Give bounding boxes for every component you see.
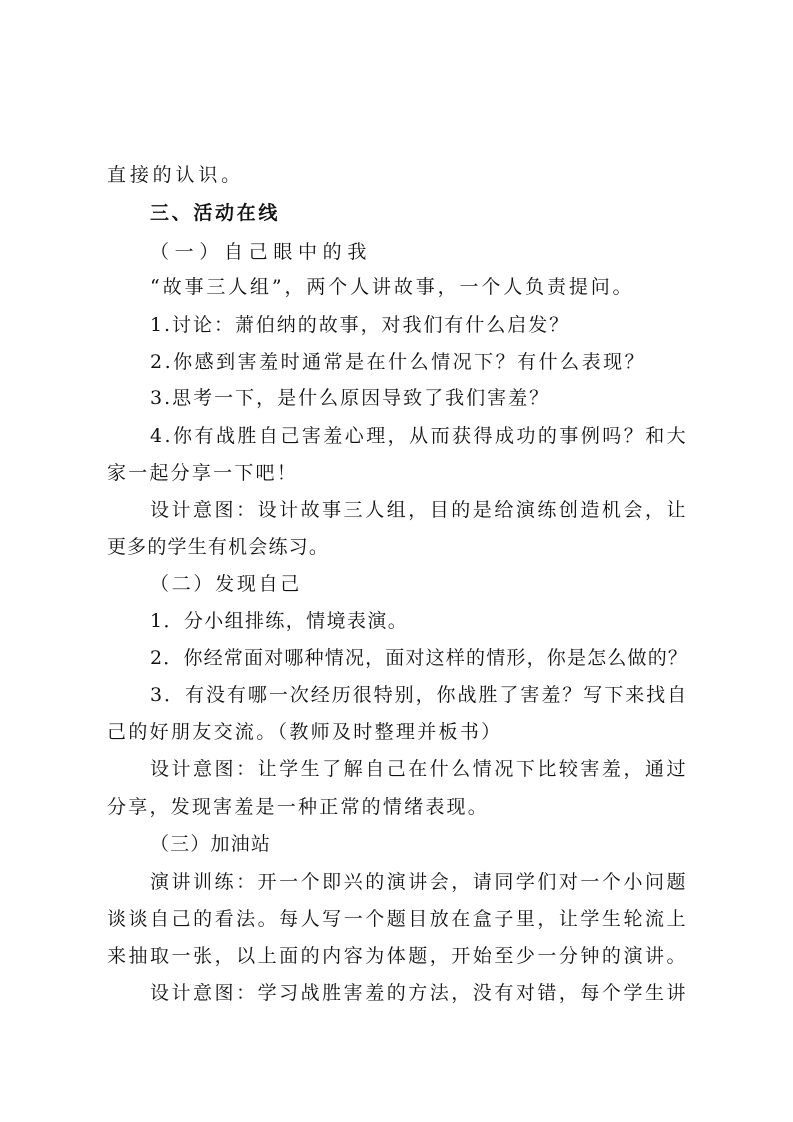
text-line: “故事三人组”，两个人讲故事，一个人负责提问。 [150,276,635,298]
list-item: 4.你有战胜自己害羞心理，从而获得成功的事例吗？和大 [150,425,689,447]
text-line: 分享，发现害羞是一种正常的情绪表现。 [107,796,490,818]
list-item: 1.讨论：萧伯纳的故事，对我们有什么启发？ [150,314,571,336]
list-item: 2．你经常面对哪种情况，面对这样的情形，你是怎么做的？ [150,647,689,669]
text-line: 谈谈自己的看法。每人写一个题目放在盒子里，让学生轮流上 [107,908,689,930]
text-line: 直接的认识。 [107,164,245,186]
list-item: 3.思考一下，是什么原因导致了我们害羞？ [150,387,551,409]
text-line: 更多的学生有机会练习。 [107,536,330,558]
text-line: 来抽取一张，以上面的内容为体题，开始至少一分钟的演讲。 [107,945,689,967]
text-line: 设计意图：学习战胜害羞的方法，没有对错，每个学生讲 [150,982,689,1004]
list-item: 2.你感到害羞时通常是在什么情况下？有什么表现？ [150,351,647,373]
list-item: 1．分小组排练，情境表演。 [150,610,409,632]
text-line: 己的好朋友交流。（教师及时整理并板书） [107,721,503,743]
subsection-heading: （三）加油站 [150,833,272,855]
text-line: 设计意图：让学生了解自己在什么情况下比较害羞，通过 [150,758,689,780]
section-heading: 三、活动在线 [150,202,281,224]
text-line: 家一起分享一下吧！ [107,462,299,484]
text-line: 演讲训练：开一个即兴的演讲会，请同学们对一个小问题 [150,871,689,893]
text-line: 设计意图：设计故事三人组，目的是给演练创造机会，让 [150,499,689,521]
subsection-heading: （一）自己眼中的我 [150,241,373,263]
list-item: 3．有没有哪一次经历很特别，你战胜了害羞？写下来找自 [150,684,689,706]
subsection-heading: （二）发现自己 [150,573,303,595]
